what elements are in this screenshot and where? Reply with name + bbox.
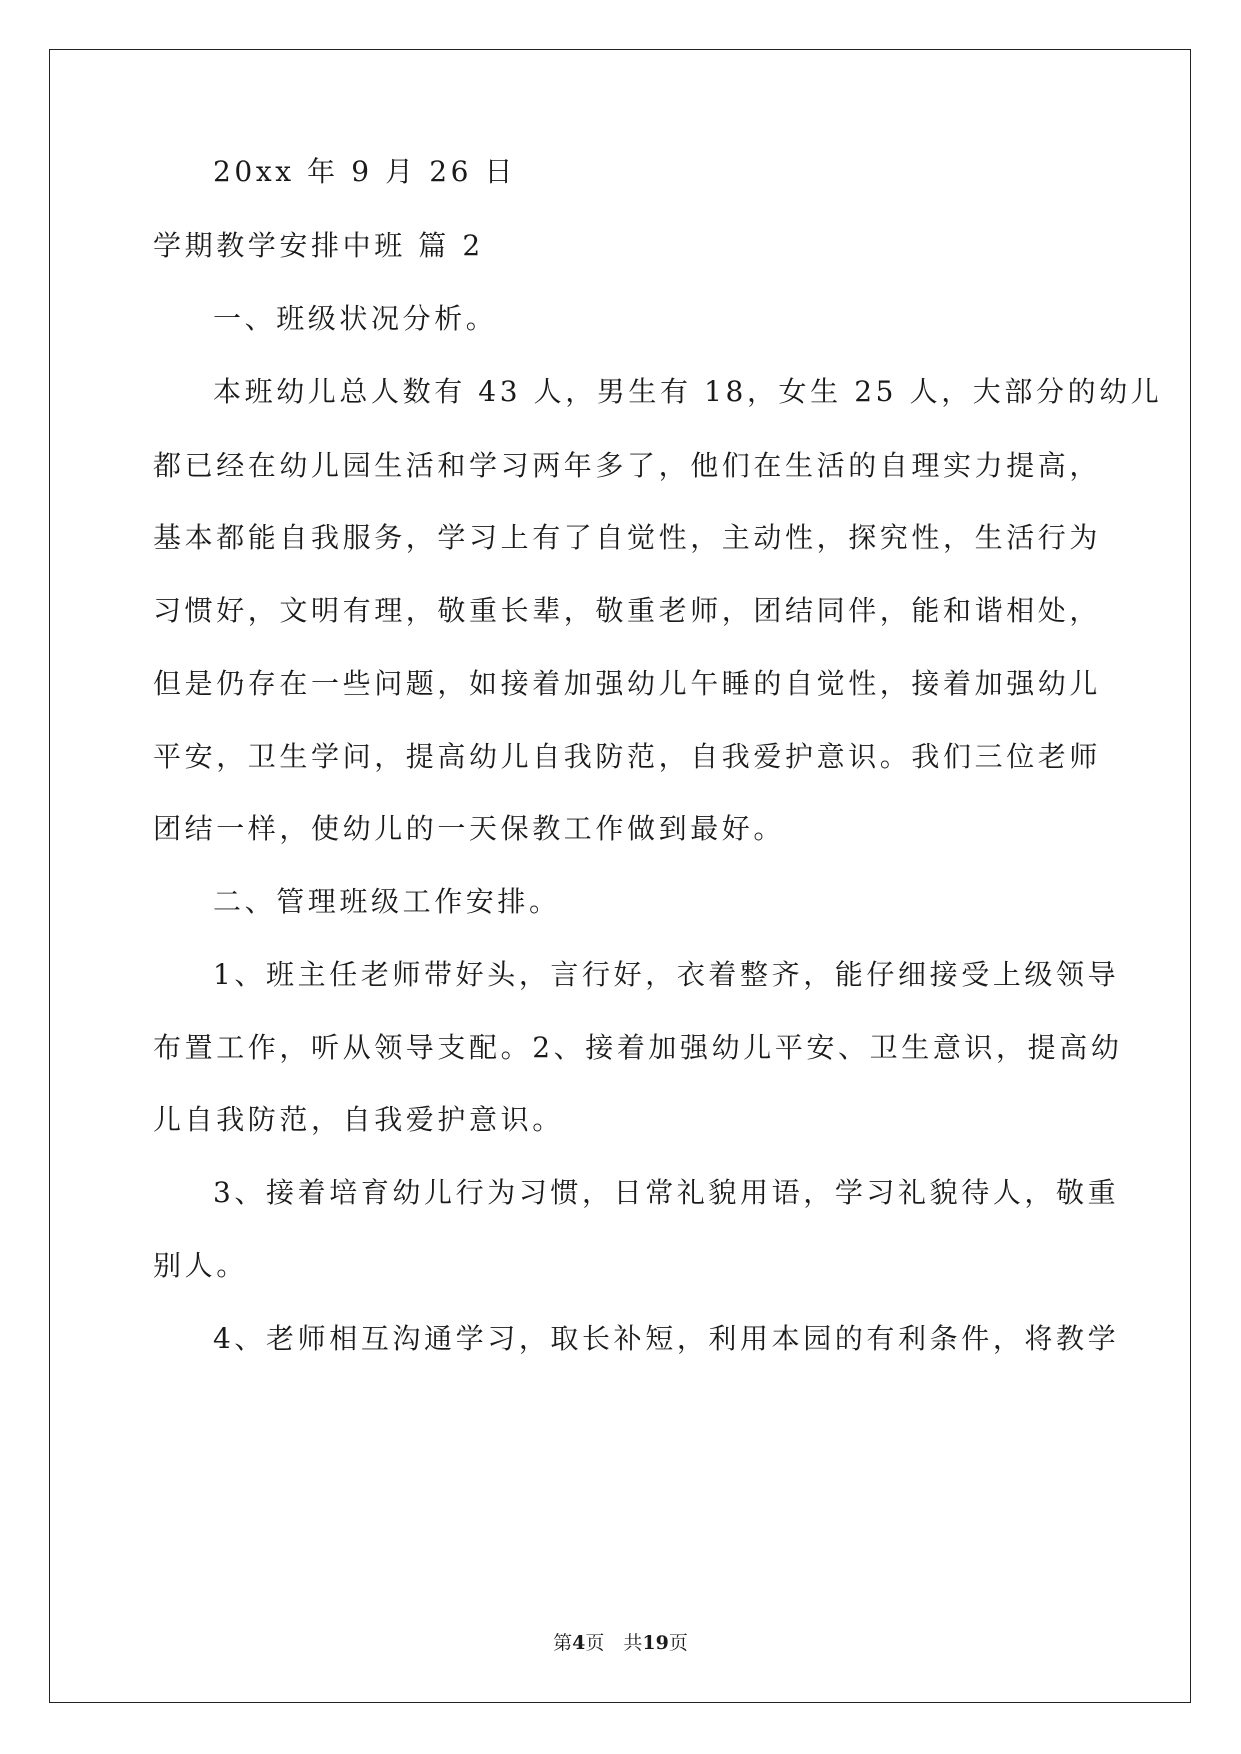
section-heading-2: 二、管理班级工作安排。 xyxy=(213,885,561,918)
paragraph-line: 布置工作，听从领导支配。2、接着加强幼儿平安、卫生意识，提高幼 xyxy=(153,1031,1123,1064)
paragraph-line: 本班幼儿总人数有 43 人，男生有 18，女生 25 人，大部分的幼儿 xyxy=(213,375,1163,408)
document-heading: 学期教学安排中班 篇 2 xyxy=(153,229,484,262)
current-page-number: 4 xyxy=(572,1632,586,1654)
page-border xyxy=(49,49,1191,1703)
paragraph-line: 别人。 xyxy=(153,1249,248,1282)
paragraph-line: 1、班主任老师带好头，言行好，衣着整齐，能仔细接受上级领导 xyxy=(213,958,1120,991)
paragraph-line: 但是仍存在一些问题，如接着加强幼儿午睡的自觉性，接着加强幼儿 xyxy=(153,667,1102,700)
footer-prefix: 第 xyxy=(553,1632,573,1654)
footer-mid: 页 共 xyxy=(585,1632,643,1654)
paragraph-line: 3、接着培育幼儿行为习惯，日常礼貌用语，学习礼貌待人，敬重 xyxy=(213,1176,1120,1209)
paragraph-line: 儿自我防范，自我爱护意识。 xyxy=(153,1103,564,1136)
section-heading-1: 一、班级状况分析。 xyxy=(213,302,498,335)
paragraph-line: 平安，卫生学问，提高幼儿自我防范，自我爱护意识。我们三位老师 xyxy=(153,740,1102,773)
footer-suffix: 页 xyxy=(668,1632,688,1654)
paragraph-line: 都已经在幼儿园生活和学习两年多了，他们在生活的自理实力提高， xyxy=(153,449,1102,482)
page-footer xyxy=(0,1628,1241,1655)
paragraph-line: 4、老师相互沟通学习，取长补短，利用本园的有利条件，将教学 xyxy=(213,1322,1120,1355)
paragraph-line: 习惯好，文明有理，敬重长辈，敬重老师，团结同伴，能和谐相处， xyxy=(153,594,1102,627)
paragraph-line: 基本都能自我服务，学习上有了自觉性，主动性，探究性，生活行为 xyxy=(153,521,1102,554)
total-pages-number: 19 xyxy=(642,1632,669,1654)
paragraph-line: 团结一样，使幼儿的一天保教工作做到最好。 xyxy=(153,812,786,845)
date-line: 20xx 年 9 月 26 日 xyxy=(213,155,517,188)
